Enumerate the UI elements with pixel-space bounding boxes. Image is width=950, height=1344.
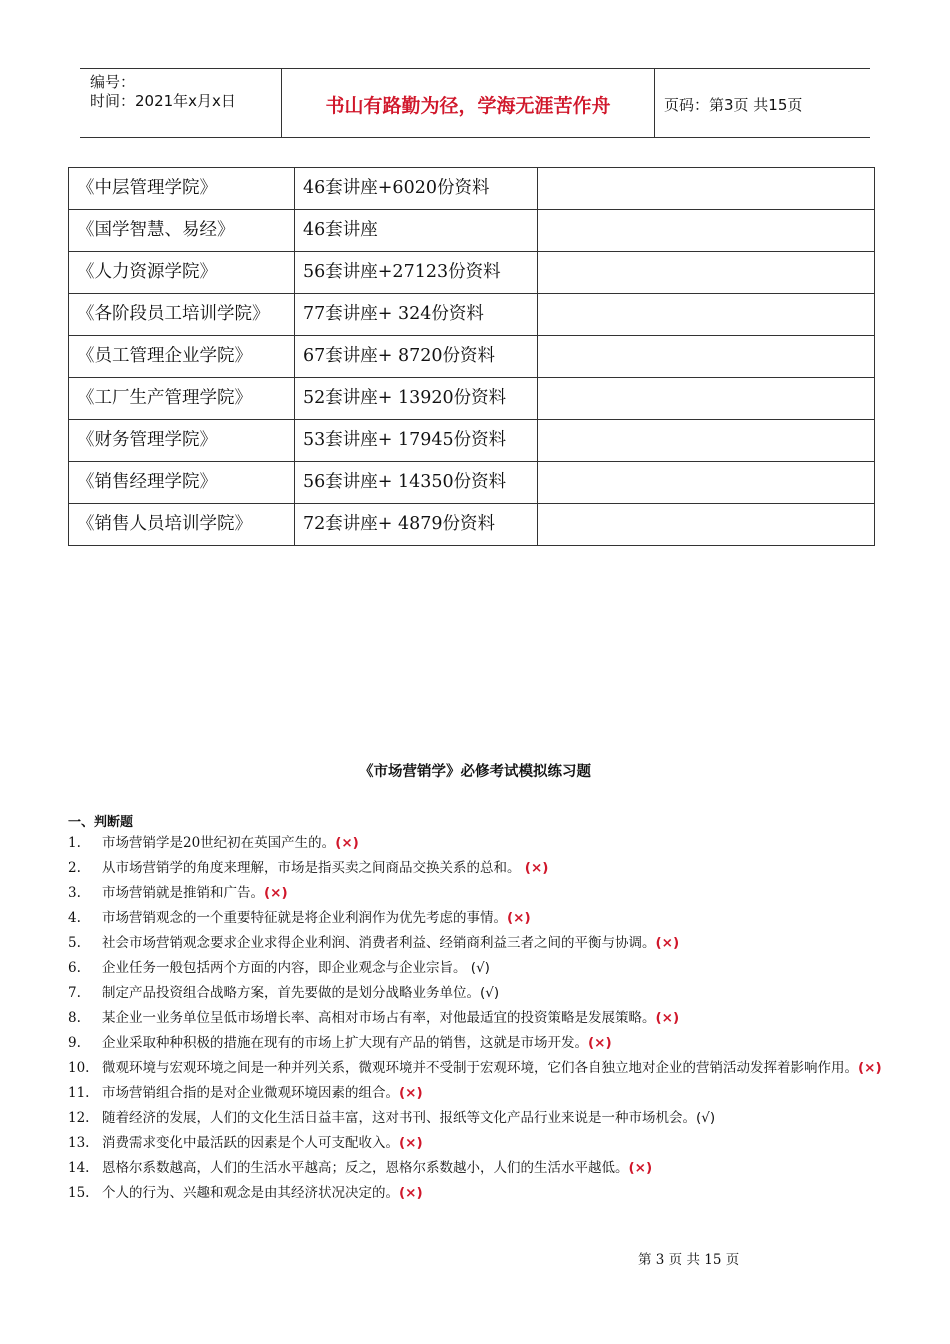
question-item <box>68 981 884 1006</box>
header-left <box>90 73 236 111</box>
section-heading: 一、判断题 <box>68 815 134 830</box>
question-number: 10. <box>68 1060 90 1076</box>
question-answer: (×) <box>628 1160 653 1176</box>
question-answer: (√) <box>480 985 500 1001</box>
question-text: 某企业一业务单位呈低市场增长率、高相对市场占有率，对他最适宜的投资策略是发展策略。 <box>102 1010 656 1026</box>
question-answer: (×) <box>399 1135 423 1151</box>
question-item <box>68 856 884 881</box>
question-item <box>68 1006 884 1031</box>
table-row <box>69 168 875 210</box>
table-cell-content: 46套讲座 <box>295 210 538 252</box>
question-number: 7. <box>68 985 81 1001</box>
table-cell-content: 53套讲座+ 17945份资料 <box>295 420 538 462</box>
question-list <box>68 831 884 1206</box>
table-cell-content: 56套讲座+27123份资料 <box>295 252 538 294</box>
table-row <box>69 378 875 420</box>
number-label: 编号： <box>90 73 136 91</box>
table-cell-content: 52套讲座+ 13920份资料 <box>295 378 538 420</box>
question-number: 9. <box>68 1035 81 1051</box>
question-number: 6. <box>68 960 81 976</box>
table-cell-note <box>538 462 875 504</box>
question-answer: (×) <box>335 835 359 851</box>
question-item <box>68 1181 884 1206</box>
question-text: 制定产品投资组合战略方案，首先要做的是划分战略业务单位。 <box>102 985 480 1001</box>
question-number: 11. <box>68 1085 90 1101</box>
question-text: 个人的行为、兴趣和观念是由其经济状况决定的。 <box>102 1185 399 1201</box>
table-cell-content: 77套讲座+ 324份资料 <box>295 294 538 336</box>
table-cell-name: 《员工管理企业学院》 <box>69 336 295 378</box>
question-item <box>68 906 884 931</box>
question-text: 随着经济的发展，人们的文化生活日益丰富，这对书刊、报纸等文化产品行业来说是一种市场机会。 <box>102 1110 696 1126</box>
table-row <box>69 294 875 336</box>
question-item <box>68 1106 884 1131</box>
question-answer: (√) <box>696 1110 716 1126</box>
question-text: 企业任务一般包括两个方面的内容，即企业观念与企业宗旨。 <box>102 960 471 976</box>
table-cell-content: 67套讲座+ 8720份资料 <box>295 336 538 378</box>
header-page-info: 页码：第3页 共15页 <box>664 96 803 114</box>
question-item <box>68 1031 884 1056</box>
table-row <box>69 210 875 252</box>
question-answer: (×) <box>524 860 549 876</box>
resource-table <box>68 167 875 546</box>
question-answer: (×) <box>507 910 531 926</box>
question-item <box>68 1056 884 1081</box>
header-motto: 书山有路勤为径，学海无涯苦作舟 <box>325 95 611 117</box>
question-answer: (×) <box>399 1185 423 1201</box>
table-cell-name: 《财务管理学院》 <box>69 420 295 462</box>
question-number: 15. <box>68 1185 90 1201</box>
question-number: 8. <box>68 1010 81 1026</box>
question-text: 消费需求变化中最活跃的因素是个人可支配收入。 <box>102 1135 399 1151</box>
table-row <box>69 462 875 504</box>
table-cell-name: 《人力资源学院》 <box>69 252 295 294</box>
table-cell-name: 《中层管理学院》 <box>69 168 295 210</box>
table-row <box>69 420 875 462</box>
question-number: 2. <box>68 860 81 876</box>
table-cell-content: 46套讲座+6020份资料 <box>295 168 538 210</box>
question-item <box>68 881 884 906</box>
question-text: 社会市场营销观念要求企业求得企业利润、消费者利益、经销商利益三者之间的平衡与协调。 <box>102 935 656 951</box>
question-text: 市场营销就是推销和广告。 <box>102 885 264 901</box>
question-number: 13. <box>68 1135 90 1151</box>
time-label: 时间：2021年x月x日 <box>90 92 236 110</box>
question-answer: (×) <box>655 1010 680 1026</box>
question-answer: (×) <box>264 885 288 901</box>
table-cell-note <box>538 420 875 462</box>
question-item <box>68 1131 884 1156</box>
table-cell-note <box>538 336 875 378</box>
question-text: 企业采取种种积极的措施在现有的市场上扩大现有产品的销售，这就是市场开发。 <box>102 1035 588 1051</box>
page-header <box>80 68 870 138</box>
question-text: 恩格尔系数越高，人们的生活水平越高；反之，恩格尔系数越小，人们的生活水平越低。 <box>102 1160 629 1176</box>
question-text: 市场营销组合指的是对企业微观环境因素的组合。 <box>102 1085 399 1101</box>
question-number: 4. <box>68 910 81 926</box>
table-row <box>69 252 875 294</box>
question-number: 3. <box>68 885 81 901</box>
question-text: 市场营销学是20世纪初在英国产生的。 <box>102 835 336 851</box>
question-text: 市场营销观念的一个重要特征就是将企业利润作为优先考虑的事情。 <box>102 910 507 926</box>
table-cell-name: 《各阶段员工培训学院》 <box>69 294 295 336</box>
question-number: 12. <box>68 1110 90 1126</box>
table-cell-name: 《销售经理学院》 <box>69 462 295 504</box>
question-answer: (×) <box>588 1035 612 1051</box>
question-item <box>68 931 884 956</box>
question-item <box>68 1156 884 1181</box>
question-answer: (×) <box>655 935 680 951</box>
exam-title: 《市场营销学》必修考试模拟练习题 <box>359 764 591 780</box>
table-row <box>69 504 875 546</box>
table-cell-name: 《销售人员培训学院》 <box>69 504 295 546</box>
table-cell-name: 《工厂生产管理学院》 <box>69 378 295 420</box>
question-item <box>68 1081 884 1106</box>
question-answer: (×) <box>399 1085 423 1101</box>
page-footer: 第 3 页 共 15 页 <box>638 1252 740 1268</box>
table-cell-note <box>538 504 875 546</box>
question-number: 1. <box>68 835 81 851</box>
question-item <box>68 956 884 981</box>
table-cell-content: 56套讲座+ 14350份资料 <box>295 462 538 504</box>
table-cell-note <box>538 294 875 336</box>
question-text: 微观环境与宏观环境之间是一种并列关系，微观环境并不受制于宏观环境，它们各自独立地对企业的营销活动发挥着影响作用。 <box>102 1060 858 1076</box>
question-answer: (×) <box>858 1060 882 1076</box>
table-cell-note <box>538 252 875 294</box>
question-item <box>68 831 884 856</box>
table-cell-note <box>538 168 875 210</box>
question-number: 14. <box>68 1160 90 1176</box>
table-cell-name: 《国学智慧、易经》 <box>69 210 295 252</box>
table-cell-note <box>538 210 875 252</box>
table-cell-note <box>538 378 875 420</box>
question-answer: (√) <box>470 960 490 976</box>
header-divider <box>654 69 655 137</box>
table-cell-content: 72套讲座+ 4879份资料 <box>295 504 538 546</box>
table-row <box>69 336 875 378</box>
question-number: 5. <box>68 935 81 951</box>
question-text: 从市场营销学的角度来理解，市场是指买卖之间商品交换关系的总和。 <box>102 860 525 876</box>
